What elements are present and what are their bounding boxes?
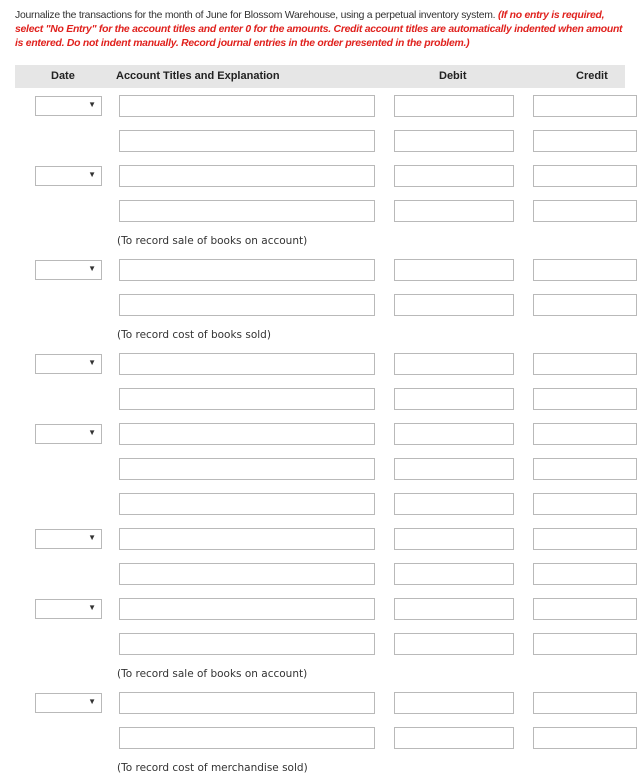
credit-input[interactable]	[533, 95, 637, 117]
chevron-down-icon: ▼	[88, 428, 96, 437]
debit-input[interactable]	[394, 633, 514, 655]
narration: (To record sale of books on account)	[117, 235, 308, 247]
debit-input[interactable]	[394, 727, 514, 749]
credit-input[interactable]	[533, 528, 637, 550]
chevron-down-icon: ▼	[88, 603, 96, 612]
credit-input[interactable]	[533, 493, 637, 515]
chevron-down-icon: ▼	[88, 533, 96, 542]
debit-input[interactable]	[394, 165, 514, 187]
chevron-down-icon: ▼	[88, 697, 96, 706]
header-credit: Credit	[576, 70, 608, 82]
account-title-input[interactable]	[119, 388, 375, 410]
date-select[interactable]	[35, 693, 102, 713]
account-title-input[interactable]	[119, 353, 375, 375]
narration: (To record cost of merchandise sold)	[117, 762, 308, 774]
instructions-note: (If no entry is required, select "No Entry" for the account titles and enter 0 for the amounts. Credit account titles are automatically indented when amount is entered. Do not indent manually. Record journal entries in the order presented in the problem.)	[15, 10, 623, 49]
debit-input[interactable]	[394, 130, 514, 152]
debit-input[interactable]	[394, 294, 514, 316]
header-debit: Debit	[439, 70, 467, 82]
credit-input[interactable]	[533, 388, 637, 410]
date-select[interactable]	[35, 424, 102, 444]
account-title-input[interactable]	[119, 259, 375, 281]
debit-input[interactable]	[394, 423, 514, 445]
account-title-input[interactable]	[119, 294, 375, 316]
header-account-titles: Account Titles and Explanation	[116, 70, 280, 82]
debit-input[interactable]	[394, 598, 514, 620]
account-title-input[interactable]	[119, 130, 375, 152]
credit-input[interactable]	[533, 458, 637, 480]
account-title-input[interactable]	[119, 727, 375, 749]
chevron-down-icon: ▼	[88, 170, 96, 179]
credit-input[interactable]	[533, 353, 637, 375]
debit-input[interactable]	[394, 458, 514, 480]
date-select[interactable]	[35, 354, 102, 374]
chevron-down-icon: ▼	[88, 264, 96, 273]
credit-input[interactable]	[533, 692, 637, 714]
debit-input[interactable]	[394, 353, 514, 375]
debit-input[interactable]	[394, 259, 514, 281]
credit-input[interactable]	[533, 563, 637, 585]
debit-input[interactable]	[394, 692, 514, 714]
header-date: Date	[51, 70, 75, 82]
chevron-down-icon: ▼	[88, 100, 96, 109]
credit-input[interactable]	[533, 165, 637, 187]
credit-input[interactable]	[533, 130, 637, 152]
chevron-down-icon: ▼	[88, 358, 96, 367]
instructions-text: Journalize the transactions for the month of June for Blossom Warehouse, using a perpetual inventory system.	[15, 10, 496, 21]
debit-input[interactable]	[394, 493, 514, 515]
account-title-input[interactable]	[119, 200, 375, 222]
narration: (To record cost of books sold)	[117, 329, 271, 341]
date-select[interactable]	[35, 96, 102, 116]
credit-input[interactable]	[533, 294, 637, 316]
credit-input[interactable]	[533, 598, 637, 620]
date-select[interactable]	[35, 260, 102, 280]
credit-input[interactable]	[533, 259, 637, 281]
debit-input[interactable]	[394, 95, 514, 117]
account-title-input[interactable]	[119, 493, 375, 515]
debit-input[interactable]	[394, 200, 514, 222]
debit-input[interactable]	[394, 388, 514, 410]
credit-input[interactable]	[533, 633, 637, 655]
debit-input[interactable]	[394, 528, 514, 550]
date-select[interactable]	[35, 599, 102, 619]
debit-input[interactable]	[394, 563, 514, 585]
account-title-input[interactable]	[119, 165, 375, 187]
account-title-input[interactable]	[119, 423, 375, 445]
account-title-input[interactable]	[119, 95, 375, 117]
account-title-input[interactable]	[119, 563, 375, 585]
narration: (To record sale of books on account)	[117, 668, 308, 680]
account-title-input[interactable]	[119, 528, 375, 550]
instructions	[15, 9, 627, 51]
date-select[interactable]	[35, 166, 102, 186]
account-title-input[interactable]	[119, 458, 375, 480]
credit-input[interactable]	[533, 200, 637, 222]
credit-input[interactable]	[533, 423, 637, 445]
credit-input[interactable]	[533, 727, 637, 749]
date-select[interactable]	[35, 529, 102, 549]
account-title-input[interactable]	[119, 633, 375, 655]
account-title-input[interactable]	[119, 598, 375, 620]
journal-header	[15, 65, 625, 88]
account-title-input[interactable]	[119, 692, 375, 714]
